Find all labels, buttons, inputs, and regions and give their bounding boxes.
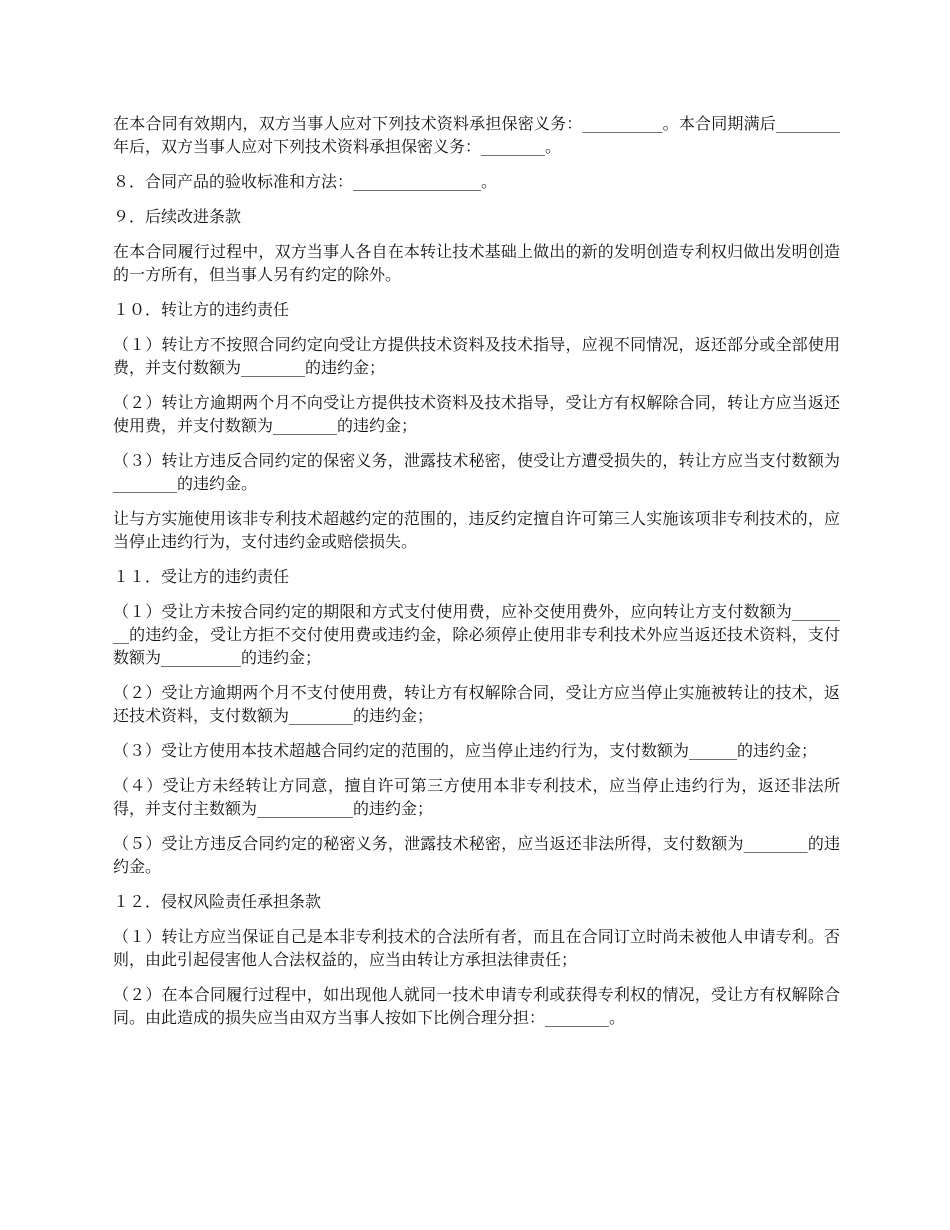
clause-11-heading: １１．受让方的违约责任 [113,567,290,586]
clause-8-heading: ８．合同产品的验收标准和方法：________________。 [113,172,498,191]
clause-11-item-5: （５）受让方违反合同约定的秘密义务，泄露技术秘密，应当返还非法所得，支付数额为________的违约金。 [113,834,840,876]
clause-9-body: 在本合同履行过程中，双方当事人各自在本转让技术基础上做出的新的发明创造专利权归做出发明创造的一方所有，但当事人另有约定的除外。 [113,242,840,284]
clause-10-note: 让与方实施使用该非专利技术超越约定的范围的，违反约定擅自许可第三人实施该项非专利技术的，应当停止违约行为，支付违约金或赔偿损失。 [113,509,840,551]
clause-10-heading: １０．转让方的违约责任 [113,300,290,319]
clause-11-item-4: （４）受让方未经转让方同意，擅自许可第三方使用本非专利技术，应当停止违约行为，返还非法所得，并支付主数额为____________的违约金； [113,776,840,818]
clause-11-item-2: （２）受让方逾期两个月不支付使用费，转让方有权解除合同，受让方应当停止实施被转让的技术，返还技术资料，支付数额为________的违约金； [113,683,840,725]
clause-12-item-1: （１）转让方应当保证自己是本非专利技术的合法所有者，而且在合同订立时尚未被他人申请专利。否则，由此引起侵害他人合法权益的，应当由转让方承担法律责任； [113,927,840,969]
clause-10-item-3: （３）转让方违反合同约定的保密义务，泄露技术秘密，使受让方遭受损失的，转让方应当支付数额为________的违约金。 [113,451,840,493]
document-body [113,112,840,1041]
clause-12-item-2: （２）在本合同履行过程中，如出现他人就同一技术申请专利或获得专利权的情况，受让方有权解除合同。由此造成的损失应当由双方当事人按如下比例合理分担：________。 [113,985,840,1027]
confidentiality-paragraph: 在本合同有效期内，双方当事人应对下列技术资料承担保密义务：__________。本合同期满后________年后，双方当事人应对下列技术资料承担保密义务：________。 [113,114,840,156]
clause-12-heading: １２．侵权风险责任承担条款 [113,892,322,911]
clause-9-heading: ９．后续改进条款 [113,207,242,226]
clause-11-item-3: （３）受让方使用本技术超越合同约定的范围的，应当停止违约行为，支付数额为______的违约金； [113,741,818,760]
clause-10-item-1: （１）转让方不按照合同约定向受让方提供技术资料及技术指导，应视不同情况，返还部分或全部使用费，并支付数额为________的违约金； [113,335,840,377]
clause-11-item-1: （１）受让方未按合同约定的期限和方式支付使用费，应补交使用费外，应向转让方支付数额为________的违约金，受让方拒不交付使用费或违约金，除必须停止使用非专利技术外应当返还技术资料，支付数额为__________的违约金； [113,602,840,667]
clause-10-item-2: （２）转让方逾期两个月不向受让方提供技术资料及技术指导，受让方有权解除合同，转让方应当返还使用费，并支付数额为________的违约金； [113,393,840,435]
